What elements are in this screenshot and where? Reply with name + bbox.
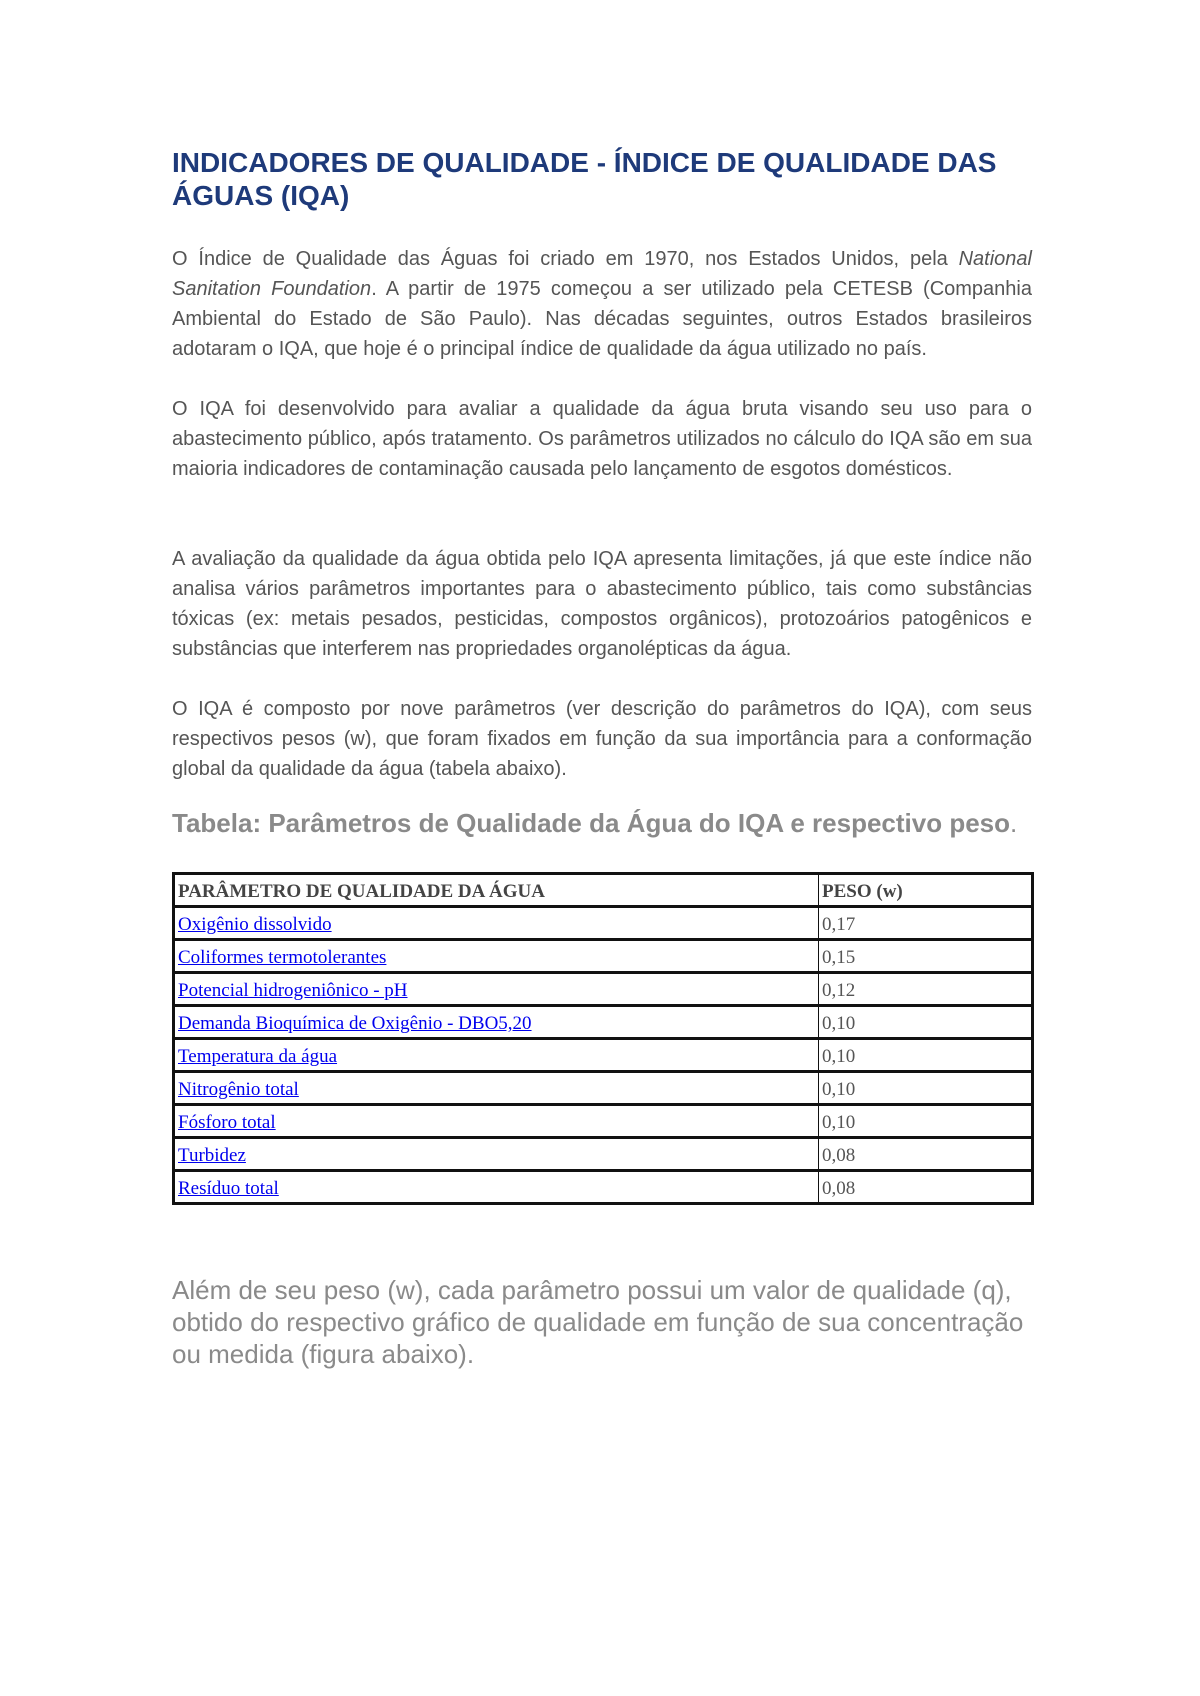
parameter-link[interactable]: Coliformes termotolerantes	[178, 947, 387, 968]
weight-cell: 0,10	[819, 1072, 1033, 1105]
parameter-link[interactable]: Potencial hidrogeniônico - pH	[178, 980, 408, 1001]
table-row	[174, 1105, 1033, 1138]
paragraph-limitations: A avaliação da qualidade da água obtida pelo IQA apresenta limitações, já que este índice não analisa vários parâmetros importantes para o abastecimento público, tais como substâncias tóxicas (ex: metais pesados, pesticidas, compostos orgânicos), protozoários patogênicos e substâncias que interferem nas propriedades organolépticas da água.	[172, 548, 1032, 660]
parameter-link[interactable]: Demanda Bioquímica de Oxigênio - DBO5,20	[178, 1013, 532, 1034]
parameter-cell	[174, 907, 819, 940]
parameter-cell	[174, 1072, 819, 1105]
parameter-link[interactable]: Oxigênio dissolvido	[178, 914, 332, 935]
foundation-name: National Sanitation Foundation	[172, 248, 1032, 300]
table-row	[174, 1039, 1033, 1072]
weight-cell: 0,17	[819, 907, 1033, 940]
table-header-row	[174, 874, 1033, 907]
page-title: INDICADORES DE QUALIDADE - ÍNDICE DE QUALIDADE DAS ÁGUAS (IQA)	[172, 147, 997, 211]
table-row	[174, 1072, 1033, 1105]
paragraph-history	[172, 244, 1032, 364]
paragraph-history-start: O Índice de Qualidade das Águas foi criado em 1970, nos Estados Unidos, pela	[172, 248, 959, 270]
parameter-cell	[174, 940, 819, 973]
parameter-link[interactable]: Temperatura da água	[178, 1046, 338, 1067]
header-parameter: PARÂMETRO DE QUALIDADE DA ÁGUA	[174, 874, 819, 907]
parameter-cell	[174, 1171, 819, 1204]
paragraph-composition: O IQA é composto por nove parâmetros (ver descrição do parâmetros do IQA), com seus respectivos pesos (w), que foram fixados em função da sua importância para a conformação global da qualidade da água (tabela abaixo).	[172, 698, 1032, 780]
table-row	[174, 973, 1033, 1006]
parameter-link[interactable]: Nitrogênio total	[178, 1079, 299, 1100]
paragraph-purpose: O IQA foi desenvolvido para avaliar a qualidade da água bruta visando seu uso para o abastecimento público, após tratamento. Os parâmetros utilizados no cálculo do IQA são em sua maioria indicadores de contaminação causada pelo lançamento de esgotos domésticos.	[172, 398, 1032, 480]
parameter-link[interactable]: Turbidez	[178, 1145, 246, 1166]
weight-cell: 0,15	[819, 940, 1033, 973]
weight-cell: 0,08	[819, 1138, 1033, 1171]
weight-cell: 0,12	[819, 973, 1033, 1006]
closing-paragraph: Além de seu peso (w), cada parâmetro possui um valor de qualidade (q), obtido do respectivo gráfico de qualidade em função de sua concentração ou medida (figura abaixo).	[172, 1275, 1024, 1369]
parameters-table	[172, 872, 1034, 1205]
parameter-cell	[174, 1006, 819, 1039]
table-caption-text: Tabela: Parâmetros de Qualidade da Água do IQA e respectivo peso	[172, 808, 1011, 838]
parameter-cell	[174, 1039, 819, 1072]
parameter-cell	[174, 973, 819, 1006]
table-row	[174, 907, 1033, 940]
paragraph-history-end: . A partir de 1975 começou a ser utilizado pela CETESB (Companhia Ambiental do Estado de São Paulo). Nas décadas seguintes, outros Estados brasileiros adotaram o IQA, que hoje é o principal índice de qualidade da água utilizado no país.	[172, 278, 1032, 360]
parameter-cell	[174, 1138, 819, 1171]
header-weight: PESO (w)	[819, 874, 1033, 907]
weight-cell: 0,10	[819, 1105, 1033, 1138]
table-row	[174, 940, 1033, 973]
parameter-link[interactable]: Resíduo total	[178, 1178, 279, 1199]
weight-cell: 0,08	[819, 1171, 1033, 1204]
table-caption	[172, 808, 1032, 839]
weight-cell: 0,10	[819, 1006, 1033, 1039]
parameter-cell	[174, 1105, 819, 1138]
parameter-link[interactable]: Fósforo total	[178, 1112, 276, 1133]
table-caption-period: .	[1010, 808, 1018, 838]
weight-cell: 0,10	[819, 1039, 1033, 1072]
table-row	[174, 1006, 1033, 1039]
table-row	[174, 1171, 1033, 1204]
table-row	[174, 1138, 1033, 1171]
